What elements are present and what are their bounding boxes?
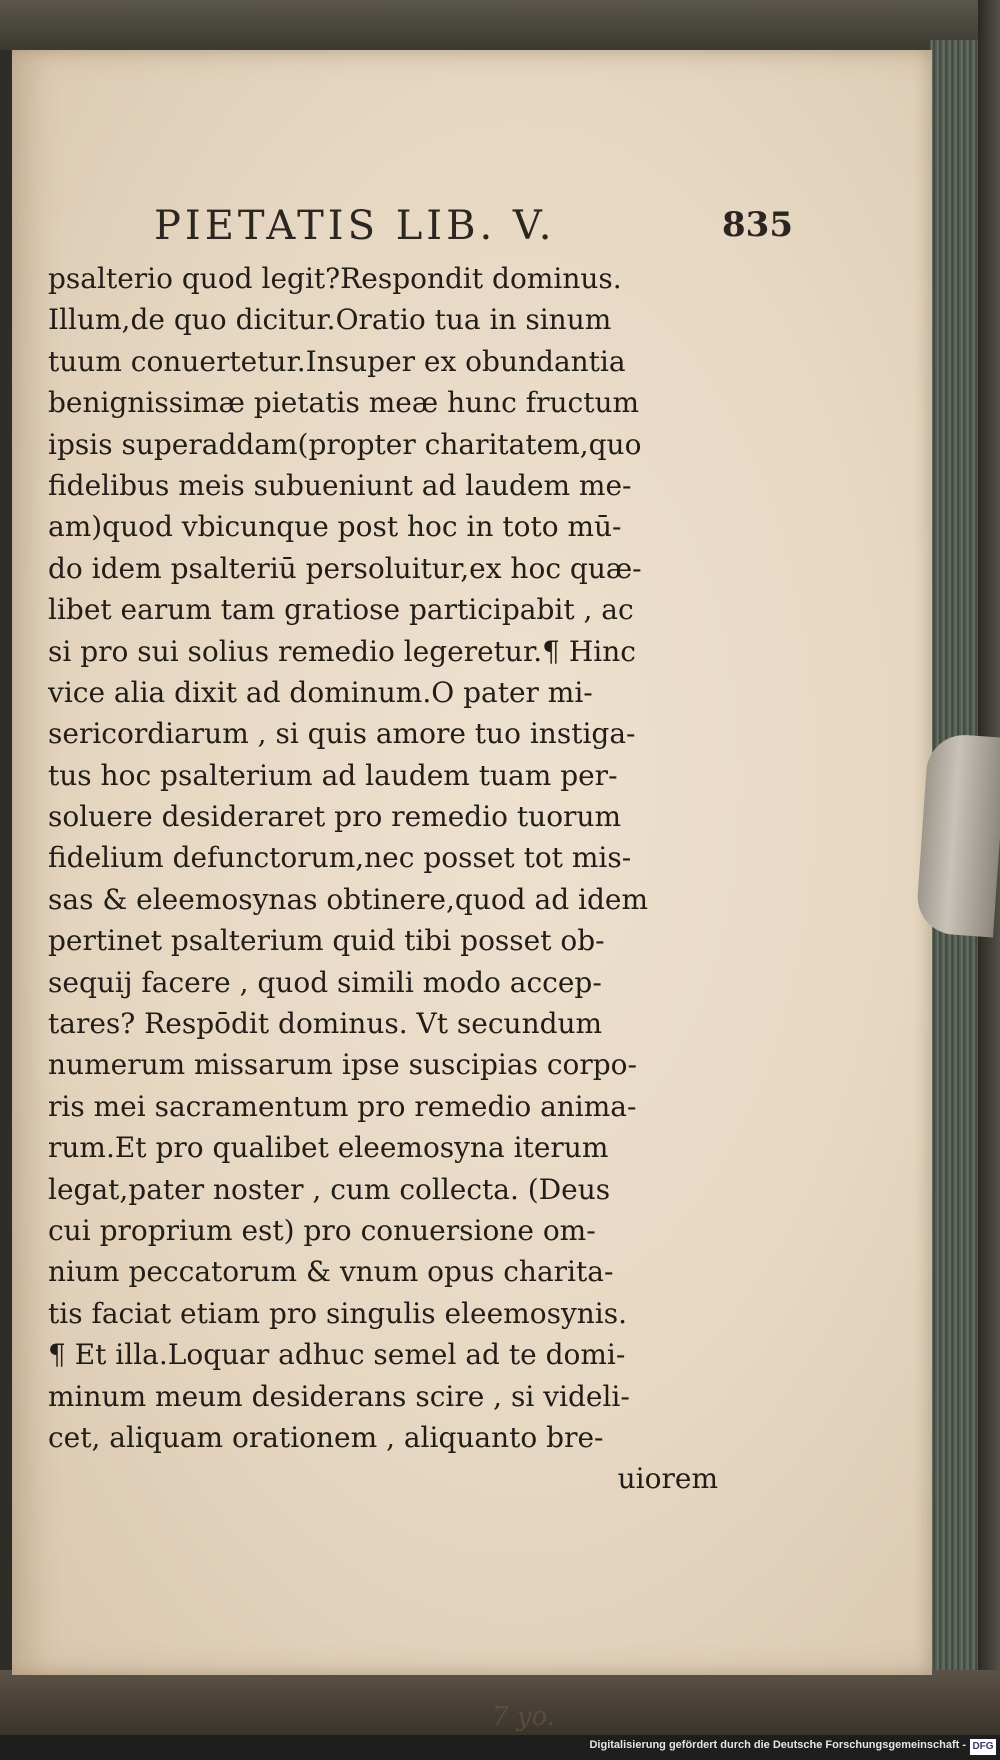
text-line: soluere desideraret pro remedio tuorum xyxy=(48,800,622,834)
text-line: vice alia dixit ad dominum.O pater mi- xyxy=(48,675,593,709)
text-line: rum.Et pro qualibet eleemosyna iterum xyxy=(48,1131,609,1165)
text-line: tus hoc psalterium ad laudem tuam per- xyxy=(48,758,618,792)
text-line: am)quod vbicunque post hoc in toto mū- xyxy=(48,510,622,544)
text-line: sas & eleemosynas obtinere,quod ad idem xyxy=(48,882,649,916)
text-line: ris mei sacramentum pro remedio anima- xyxy=(48,1089,637,1123)
text-line: fidelium defunctorum,nec posset tot mis- xyxy=(48,841,632,875)
text-line: fidelibus meis subueniunt ad laudem me- xyxy=(48,468,632,502)
catchword: uiorem xyxy=(617,1462,718,1496)
running-head: PIETATIS LIB. V. xyxy=(154,203,556,249)
text-line: cet, aliquam orationem , aliquanto bre- xyxy=(48,1420,604,1454)
dfg-logo: DFG xyxy=(970,1739,996,1755)
footer-bar xyxy=(0,1735,1000,1760)
funding-credit: Digitalisierung gefördert durch die Deutsche Forschungsgemeinschaft - xyxy=(589,1739,966,1751)
text-line: legat,pater noster , cum collecta. (Deus xyxy=(48,1172,611,1206)
text-line: cui proprium est) pro conuersione om- xyxy=(48,1213,596,1247)
text-line: nium peccatorum & vnum opus charita- xyxy=(48,1255,614,1289)
text-line: ipsis superaddam(propter charitatem,quo xyxy=(48,427,642,461)
bookmark-clip xyxy=(915,733,1000,938)
text-line: sericordiarum , si quis amore tuo instiga- xyxy=(48,717,636,751)
text-line: tuum conuertetur.Insuper ex obundantia xyxy=(48,344,626,378)
book-page xyxy=(12,50,932,1732)
handwritten-note: 7 yo. xyxy=(492,1702,555,1732)
text-line: do idem psalteriū persoluitur,ex hoc quæ- xyxy=(48,551,642,585)
text-line: libet earum tam gratiose participabit , ac xyxy=(48,593,634,627)
text-line: ¶ Et illa.Loquar adhuc semel ad te domi- xyxy=(48,1338,626,1372)
page-number: 835 xyxy=(722,205,793,245)
body-text xyxy=(48,258,718,1500)
text-line: Illum,de quo dicitur.Oratio tua in sinum xyxy=(48,303,612,337)
text-line: tares? Respōdit dominus. Vt secundum xyxy=(48,1007,603,1041)
text-line: si pro sui solius remedio legeretur.¶ Hinc xyxy=(48,634,636,668)
book-cover-top xyxy=(0,0,1000,50)
page-header xyxy=(154,203,793,253)
text-line: benignissimæ pietatis meæ hunc fructum xyxy=(48,386,640,420)
text-line: pertinet psalterium quid tibi posset ob- xyxy=(48,924,605,958)
text-line: minum meum desiderans scire , si videli- xyxy=(48,1379,630,1413)
text-line: tis faciat etiam pro singulis eleemosynis. xyxy=(48,1296,628,1330)
text-line: psalterio quod legit?Respondit dominus. xyxy=(48,262,622,295)
text-line: sequij facere , quod simili modo accep- xyxy=(48,965,602,999)
text-line: numerum missarum ipse suscipias corpo- xyxy=(48,1048,637,1082)
